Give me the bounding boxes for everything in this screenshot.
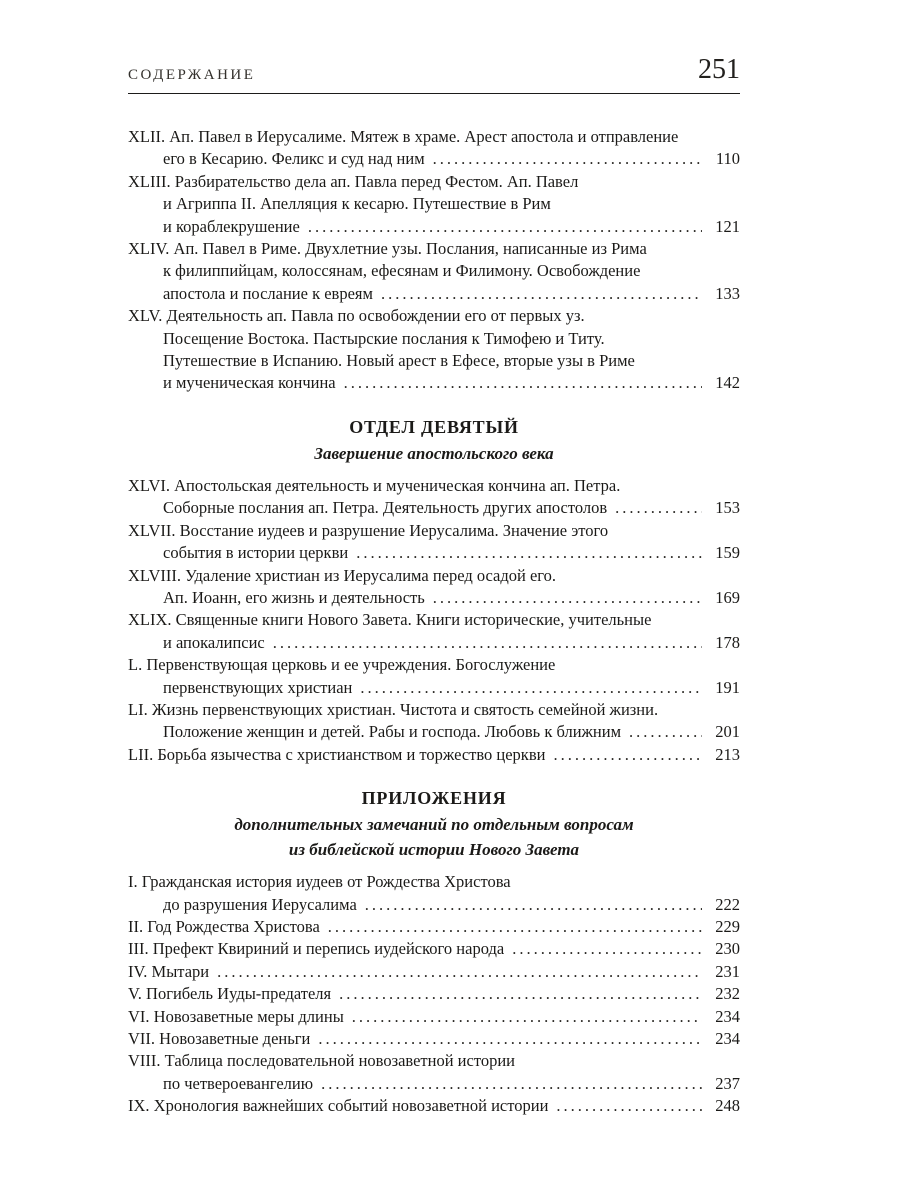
- toc-entry: [128, 1028, 740, 1050]
- dot-leader: [553, 744, 702, 766]
- section-subtitle-block: [128, 441, 740, 466]
- entry-last-line: [128, 283, 740, 305]
- dot-leader: [321, 1073, 702, 1095]
- entry-last-line: [128, 744, 740, 766]
- dot-leader: [381, 283, 702, 305]
- section-heading: ОТДЕЛ ДЕВЯТЫЙ: [349, 416, 519, 437]
- dot-leader: [308, 216, 702, 238]
- entry-text: и мученическая кончина: [163, 373, 336, 393]
- dot-leader: [318, 1028, 702, 1050]
- entry-line: к филиппийцам, колоссянам, ефесянам и Филимону. Освобождение: [163, 261, 641, 281]
- toc-entry: [128, 961, 740, 983]
- dot-leader: [352, 1006, 702, 1028]
- entry-text: до разрушения Иерусалима: [163, 894, 357, 914]
- entry-text: первенствующих христиан: [163, 677, 353, 697]
- toc-entry: [128, 654, 740, 699]
- entry-page-number: 121: [715, 216, 740, 236]
- toc-entry: [128, 699, 740, 744]
- entry-last-line: [128, 1073, 740, 1095]
- entry-text: и кораблекрушение: [163, 216, 300, 236]
- toc-entry: [128, 609, 740, 654]
- toc-entry: [128, 938, 740, 960]
- dot-leader: [356, 542, 702, 564]
- running-title: СОДЕРЖАНИЕ: [128, 67, 256, 83]
- entry-page-number: 234: [715, 1029, 740, 1048]
- dot-leader: [365, 894, 702, 916]
- entry-page-number: 201: [715, 722, 740, 742]
- toc-entry: [128, 126, 740, 171]
- entry-text: II. Год Рождества Христова: [128, 916, 320, 936]
- entry-text: Ап. Иоанн, его жизнь и деятельность: [163, 587, 425, 607]
- dot-leader: [615, 497, 702, 519]
- dot-leader: [328, 916, 702, 938]
- dot-leader: [433, 587, 702, 609]
- dot-leader: [629, 721, 702, 743]
- entry-last-line: [128, 1006, 740, 1028]
- entry-page-number: 110: [715, 149, 740, 169]
- entry-last-line: [128, 216, 740, 238]
- entry-text: LII. Борьба язычества с христианством и торжество церкви: [128, 744, 546, 764]
- section-subtitle-block: [128, 812, 740, 862]
- entry-page-number: 159: [715, 543, 740, 563]
- entry-text: апостола и послание к евреям: [163, 283, 373, 303]
- entry-last-line: [128, 632, 740, 654]
- entry-page-number: 213: [715, 744, 740, 764]
- entry-text: III. Префект Квириний и перепись иудейского народа: [128, 939, 505, 959]
- entry-line: XLVII. Восстание иудеев и разрушение Иерусалима. Значение этого: [128, 520, 609, 540]
- entry-text: Положение женщин и детей. Рабы и господа. Любовь к ближним: [163, 722, 622, 742]
- dot-leader: [360, 677, 702, 699]
- entry-line: I. Гражданская история иудеев от Рождества Христова: [128, 872, 511, 892]
- page-header: [128, 56, 740, 94]
- dot-leader: [339, 983, 702, 1005]
- entry-text: VII. Новозаветные деньги: [128, 1029, 311, 1048]
- toc-entry: [128, 520, 740, 565]
- entry-line: L. Первенствующая церковь и ее учреждения. Богослужение: [128, 655, 556, 675]
- entry-last-line: [128, 916, 740, 938]
- section-heading: ПРИЛОЖЕНИЯ: [361, 788, 507, 809]
- entry-last-line: [128, 148, 740, 170]
- toc-entry: [128, 171, 740, 238]
- section-subtitle: из библейской истории Нового Завета: [288, 840, 580, 860]
- entry-page-number: 133: [715, 283, 740, 303]
- entry-line: XLV. Деятельность ап. Павла по освобождении его от первых уз.: [128, 306, 585, 326]
- toc-entry: [128, 1095, 740, 1117]
- entry-text: его в Кесарию. Феликс и суд над ним: [163, 149, 425, 169]
- entry-text: VI. Новозаветные меры длины: [128, 1006, 344, 1026]
- toc-entry: [128, 871, 740, 916]
- entry-text: V. Погибель Иуды-предателя: [128, 984, 332, 1004]
- section-subtitle: Завершение апостольского века: [314, 443, 554, 463]
- toc-entry: [128, 983, 740, 1005]
- page-content: [128, 56, 740, 1118]
- toc-entry: [128, 305, 740, 395]
- entry-line: VIII. Таблица последовательной новозаветной истории: [128, 1051, 515, 1071]
- page-number: 251: [698, 54, 740, 85]
- toc-entry: [128, 744, 740, 766]
- entry-text: и апокалипсис: [163, 632, 265, 652]
- entry-line: XLVIII. Удаление христиан из Иерусалима перед осадой его.: [128, 565, 557, 585]
- entry-line: XLIV. Ап. Павел в Риме. Двухлетние узы. Послания, написанные из Рима: [128, 239, 647, 259]
- entry-last-line: [128, 677, 740, 699]
- entry-page-number: 237: [715, 1073, 740, 1093]
- toc-entry: [128, 1050, 740, 1095]
- entry-text: IX. Хронология важнейших событий новозаветной истории: [128, 1096, 549, 1116]
- entry-page-number: 230: [715, 939, 740, 959]
- entry-line: XLII. Ап. Павел в Иерусалиме. Мятеж в храме. Арест апостола и отправление: [128, 127, 679, 146]
- entry-page-number: 232: [715, 984, 740, 1004]
- entry-page-number: 142: [715, 373, 740, 393]
- entry-text: Соборные послания ап. Петра. Деятельность других апостолов: [163, 498, 608, 518]
- dot-leader: [433, 148, 702, 170]
- entry-text: IV. Мытари: [128, 961, 210, 981]
- dot-leader: [217, 961, 702, 983]
- entry-line: XLIX. Священные книги Нового Завета. Книги исторические, учительные: [128, 610, 652, 630]
- entry-line: Путешествие в Испанию. Новый арест в Ефесе, вторые узы в Риме: [163, 351, 635, 371]
- section-subtitle: дополнительных замечаний по отдельным вопросам: [234, 815, 634, 835]
- entry-last-line: [128, 1095, 740, 1117]
- entry-page-number: 231: [715, 961, 740, 981]
- entry-line: XLIII. Разбирательство дела ап. Павла перед Фестом. Ап. Павел: [128, 171, 579, 191]
- dot-leader: [556, 1095, 702, 1117]
- entry-last-line: [128, 372, 740, 394]
- toc-entry: [128, 475, 740, 520]
- entry-last-line: [128, 497, 740, 519]
- entry-page-number: 229: [715, 916, 740, 936]
- toc-entry: [128, 565, 740, 610]
- entry-page-number: 234: [715, 1006, 740, 1026]
- entry-page-number: 222: [715, 894, 740, 914]
- entry-last-line: [128, 587, 740, 609]
- entry-text: по четвероевангелию: [163, 1073, 314, 1093]
- toc-entry: [128, 238, 740, 305]
- entry-page-number: 178: [715, 632, 740, 652]
- entry-page-number: 169: [715, 587, 740, 607]
- entry-line: Посещение Востока. Пастырские послания к Тимофею и Титу.: [163, 328, 605, 348]
- dot-leader: [512, 938, 702, 960]
- entry-line: и Агриппа II. Апелляция к кесарю. Путешествие в Рим: [163, 194, 551, 214]
- entry-last-line: [128, 983, 740, 1005]
- entry-page-number: 191: [715, 677, 740, 697]
- entry-last-line: [128, 961, 740, 983]
- entry-page-number: 153: [715, 498, 740, 518]
- toc-entry: [128, 916, 740, 938]
- table-of-contents: [128, 126, 740, 1118]
- entry-text: события в истории церкви: [163, 543, 349, 563]
- entry-last-line: [128, 721, 740, 743]
- dot-leader: [344, 372, 702, 394]
- entry-line: XLVI. Апостольская деятельность и мученическая кончина ап. Петра.: [128, 475, 621, 495]
- entry-page-number: 248: [715, 1096, 740, 1116]
- entry-last-line: [128, 1028, 740, 1050]
- dot-leader: [273, 632, 702, 654]
- entry-last-line: [128, 542, 740, 564]
- entry-line: LI. Жизнь первенствующих христиан. Чистота и святость семейной жизни.: [128, 699, 659, 719]
- entry-last-line: [128, 938, 740, 960]
- entry-last-line: [128, 894, 740, 916]
- toc-entry: [128, 1006, 740, 1028]
